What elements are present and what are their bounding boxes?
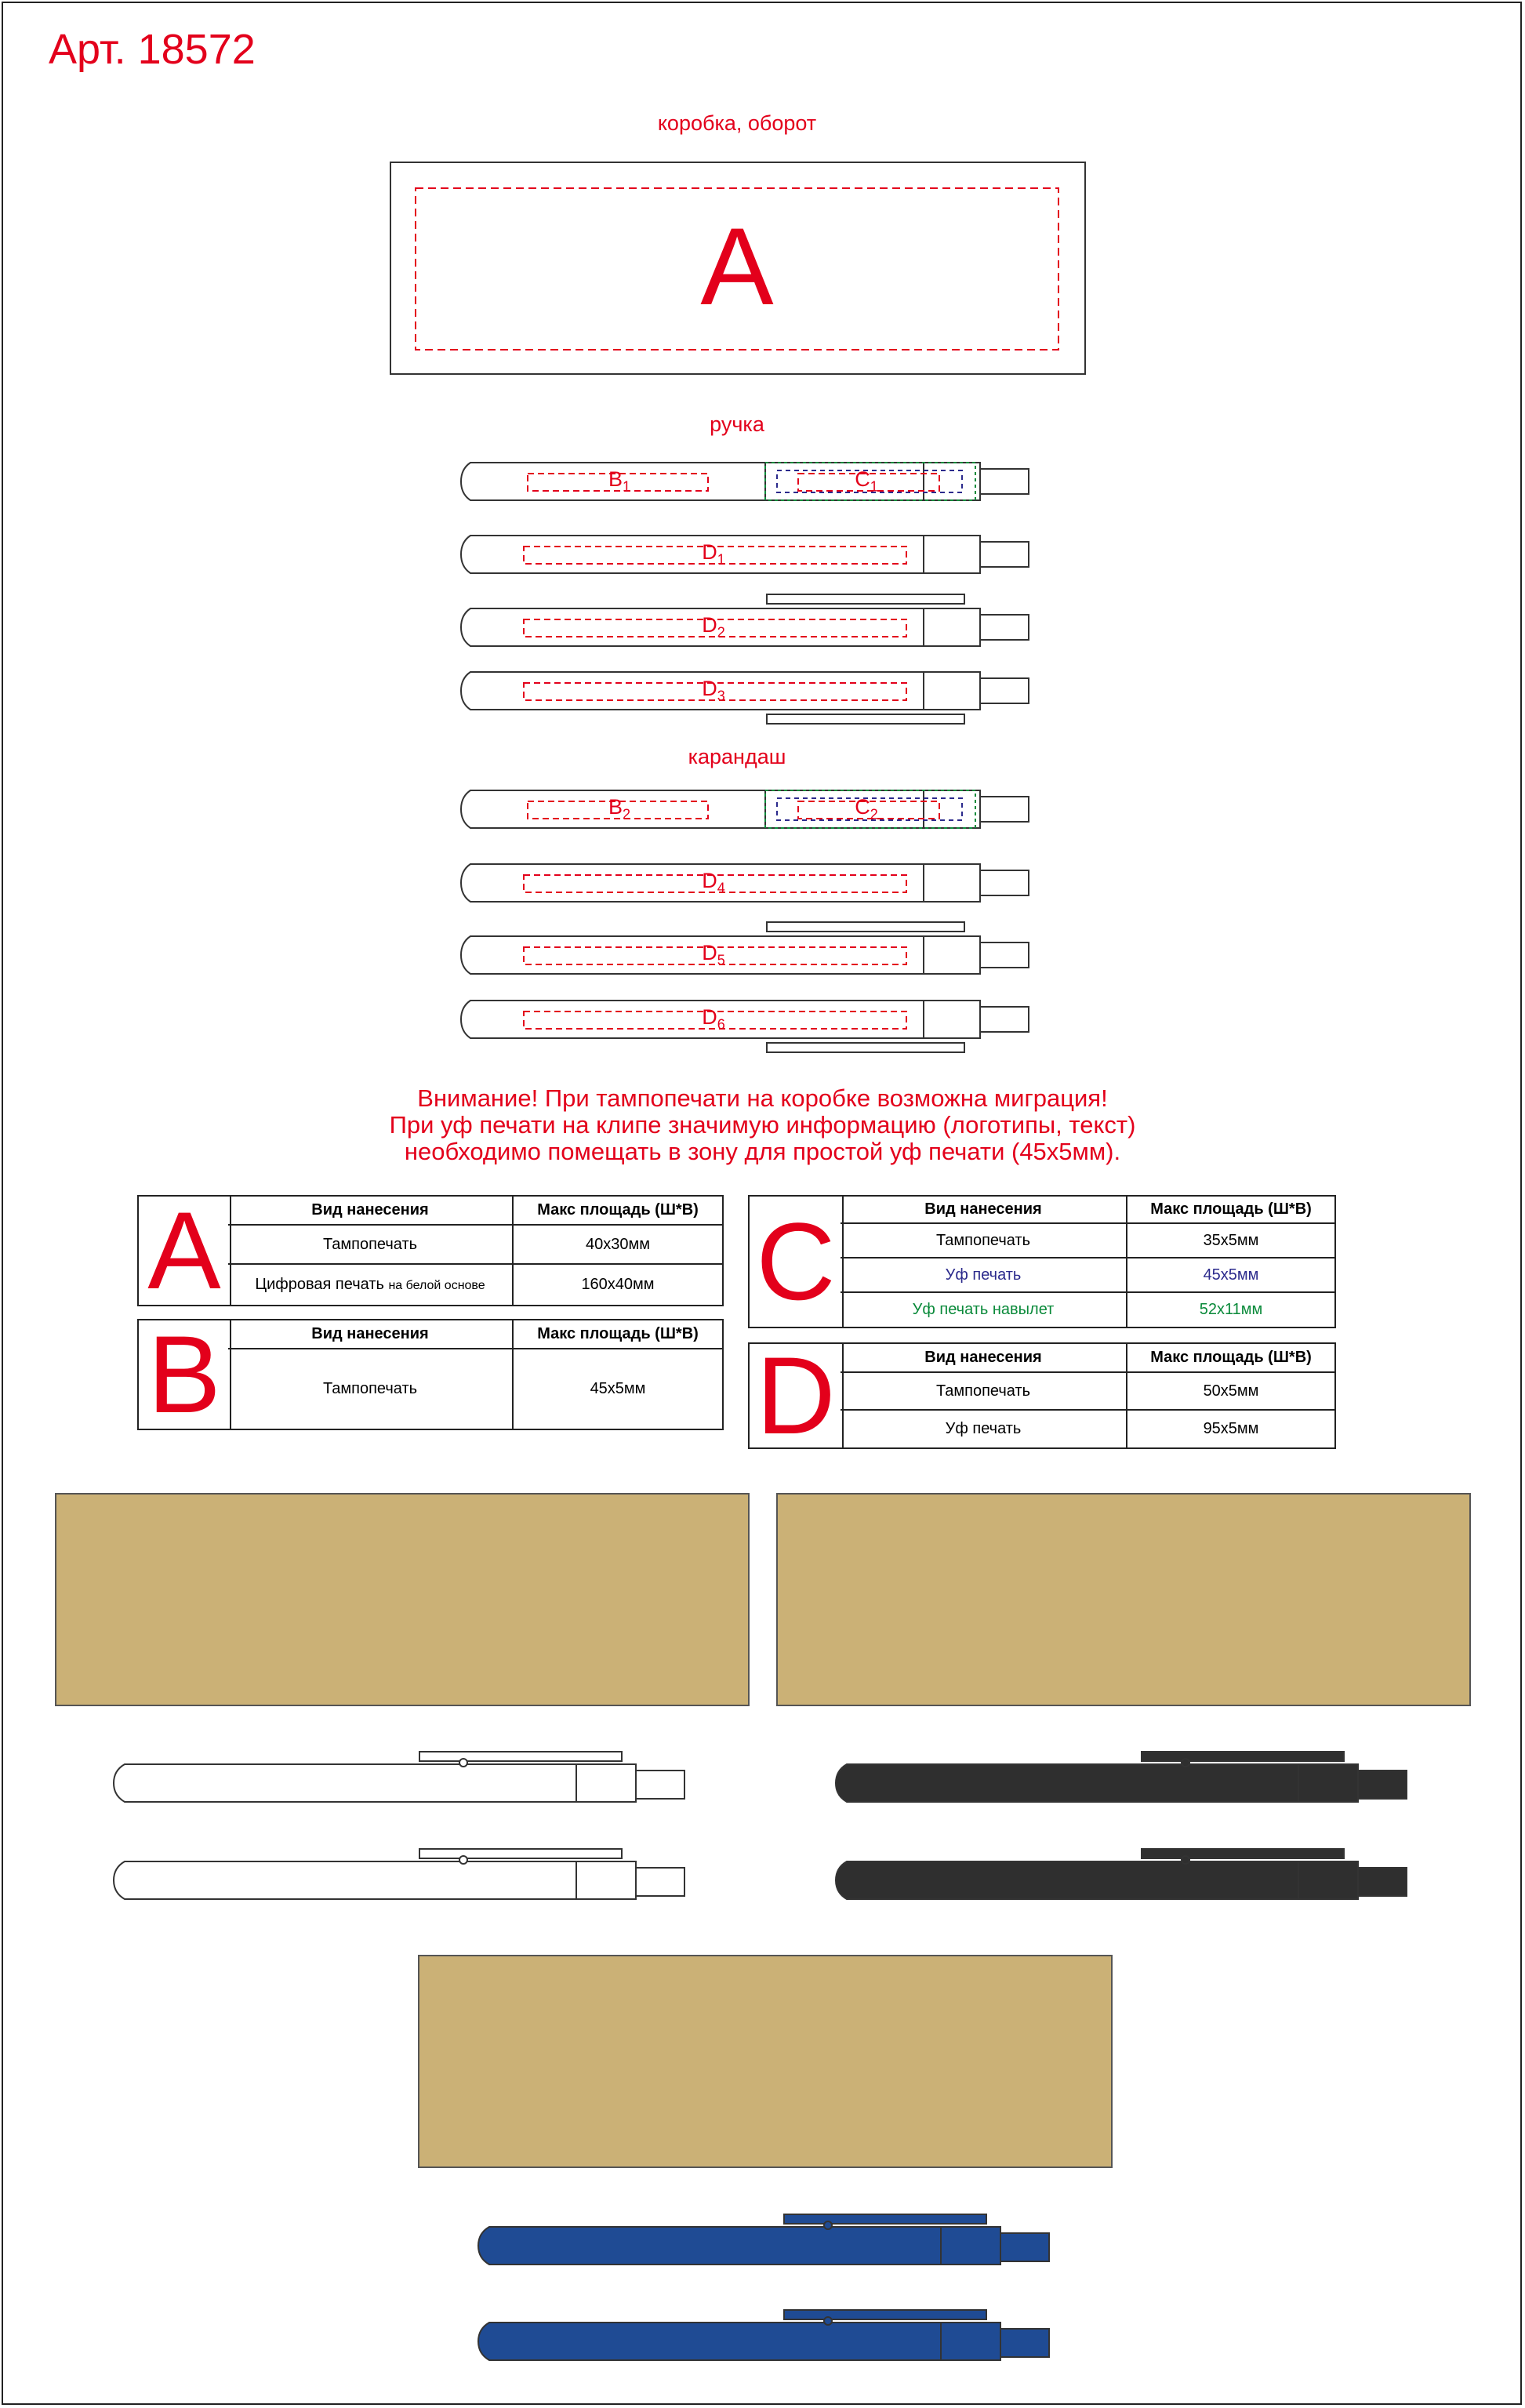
migration-warning <box>0 1085 1525 1165</box>
table-a-r1-method: Тампопечать <box>228 1225 513 1264</box>
table-d-head-area: Макс площадь (Ш*В) <box>1127 1344 1334 1372</box>
warning-line-2: При уф печати на клипе значимую информацию (логотипы, текст) <box>389 1111 1136 1139</box>
warning-line-1: Внимание! При тампопечати на коробке возможна миграция! <box>417 1084 1108 1112</box>
table-d-r2-method: Уф печать <box>841 1410 1127 1447</box>
table-c-head-area: Макс площадь (Ш*В) <box>1127 1197 1334 1223</box>
zone-b2: $B_2$ <box>608 795 631 823</box>
zone-d6: $D_6$ <box>702 1005 725 1033</box>
table-b-r1-area: 45x5мм <box>513 1349 722 1429</box>
kraft-box-blue-set <box>418 1955 1113 2168</box>
article-number: Арт. 18572 <box>49 26 256 73</box>
table-c-r3-method: Уф печать навылет <box>841 1292 1127 1327</box>
box-zone-letter: A <box>700 205 774 328</box>
table-d-r2-area: 95x5мм <box>1127 1410 1334 1447</box>
table-c-r2-area: 45x5мм <box>1127 1258 1334 1292</box>
table-c-letter: C <box>750 1197 844 1327</box>
pen-top-view <box>461 463 1029 500</box>
table-b-letter: B <box>139 1320 231 1429</box>
kraft-box-black-set <box>776 1493 1471 1706</box>
table-c-head-method: Вид нанесения <box>841 1197 1127 1223</box>
zone-c2: $C_2$ <box>855 795 878 823</box>
kraft-box-white-set <box>55 1493 750 1706</box>
zone-c1: $C_1$ <box>855 467 878 495</box>
table-zone-a <box>137 1189 724 1312</box>
table-b-head-method: Вид нанесения <box>228 1320 513 1349</box>
table-d-head-method: Вид нанесения <box>841 1344 1127 1372</box>
table-c-r1-area: 35x5мм <box>1127 1223 1334 1258</box>
table-zone-d <box>748 1334 1336 1457</box>
pencil-top-view <box>461 790 1029 828</box>
zone-d2: $D_2$ <box>702 613 725 641</box>
zone-d5: $D_5$ <box>702 941 725 968</box>
table-d-r1-area: 50x5мм <box>1127 1372 1334 1410</box>
pen-label: ручка <box>710 412 764 436</box>
layout-drawing <box>0 0 1525 1098</box>
table-a-head-method: Вид нанесения <box>228 1197 513 1225</box>
table-d-r1-method: Тампопечать <box>841 1372 1127 1410</box>
zone-d1: $D_1$ <box>702 540 725 568</box>
zone-b1: $B_1$ <box>608 467 631 495</box>
table-a-r1-area: 40x30мм <box>513 1225 722 1264</box>
table-zone-c <box>748 1195 1336 1328</box>
box-label: коробка, оборот <box>657 111 817 135</box>
table-c-r1-method: Тампопечать <box>841 1223 1127 1258</box>
table-a-r2-method: Цифровая печать на белой основе <box>228 1264 513 1305</box>
pencil-label: карандаш <box>688 745 786 768</box>
table-c-r3-area: 52x11мм <box>1127 1292 1334 1327</box>
table-b-r1-method: Тампопечать <box>228 1349 513 1429</box>
warning-line-3: необходимо помещать в зону для простой уф печати (45х5мм). <box>404 1138 1121 1165</box>
table-a-letter: A <box>139 1197 231 1305</box>
table-zone-b <box>137 1313 724 1436</box>
zone-d3: $D_3$ <box>702 677 725 704</box>
table-d-letter: D <box>750 1344 844 1447</box>
table-c-r2-method: Уф печать <box>841 1258 1127 1292</box>
table-b-head-area: Макс площадь (Ш*В) <box>513 1320 722 1349</box>
zone-d4: $D_4$ <box>702 869 725 896</box>
table-a-head-area: Макс площадь (Ш*В) <box>513 1197 722 1225</box>
table-a-r2-area: 160x40мм <box>513 1264 722 1305</box>
